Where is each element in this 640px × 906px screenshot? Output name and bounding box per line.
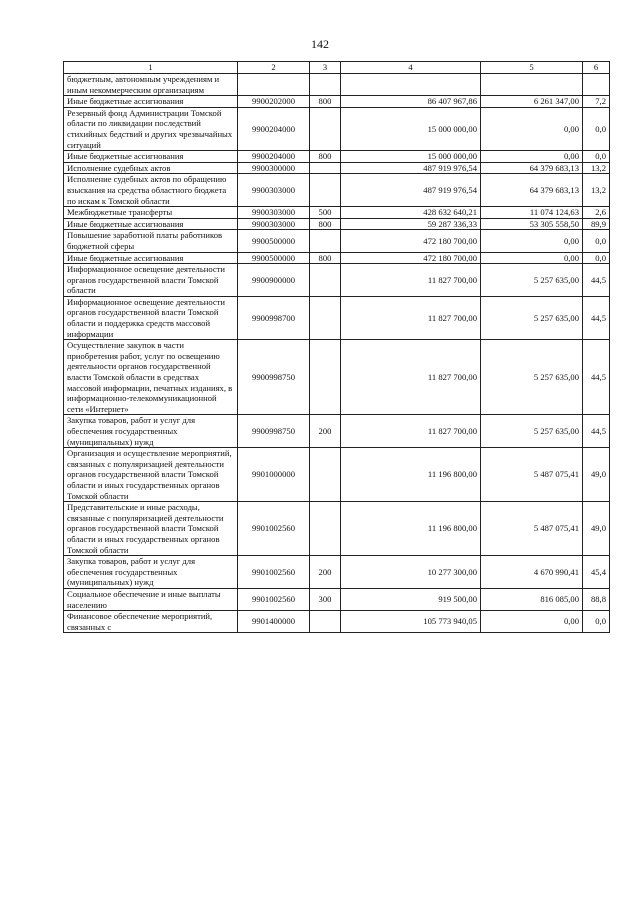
row-executed-amount: 5 257 635,00 bbox=[481, 340, 583, 415]
table-row bbox=[64, 611, 610, 633]
row-percent: 44,5 bbox=[583, 415, 610, 448]
row-plan-amount: 11 827 700,00 bbox=[341, 415, 481, 448]
row-executed-amount: 0,00 bbox=[481, 230, 583, 252]
row-percent: 88,8 bbox=[583, 588, 610, 610]
row-plan-amount: 86 407 967,86 bbox=[341, 96, 481, 108]
table-row bbox=[64, 415, 610, 448]
row-percent: 13,2 bbox=[583, 162, 610, 174]
column-header: 1 bbox=[64, 62, 238, 74]
row-expense-type bbox=[310, 174, 341, 207]
row-expense-type bbox=[310, 296, 341, 339]
row-name: Финансовое обеспечение мероприятий, связанных с bbox=[64, 611, 238, 633]
row-plan-amount: 15 000 000,00 bbox=[341, 151, 481, 163]
table-row bbox=[64, 556, 610, 589]
row-name: Социальное обеспечение и иные выплаты населению bbox=[64, 588, 238, 610]
column-header: 5 bbox=[481, 62, 583, 74]
row-executed-amount: 816 085,00 bbox=[481, 588, 583, 610]
row-percent bbox=[583, 74, 610, 96]
row-executed-amount: 5 257 635,00 bbox=[481, 296, 583, 339]
row-executed-amount: 5 487 075,41 bbox=[481, 502, 583, 556]
row-plan-amount: 472 180 700,00 bbox=[341, 252, 481, 264]
row-name: Повышение заработной платы работников бюджетной сферы bbox=[64, 230, 238, 252]
row-plan-amount: 919 500,00 bbox=[341, 588, 481, 610]
row-name: Осуществление закупок в части приобретения работ, услуг по освещению деятельности органов государственной власти Томской области в средствах массовой информации, печатных изданиях, в информационно-телекоммуникационной сети «Интернет» bbox=[64, 340, 238, 415]
row-target-code: 9900204000 bbox=[238, 107, 310, 150]
row-executed-amount: 64 379 683,13 bbox=[481, 174, 583, 207]
row-name: Исполнение судебных актов bbox=[64, 162, 238, 174]
row-plan-amount: 11 827 700,00 bbox=[341, 264, 481, 297]
row-executed-amount: 5 257 635,00 bbox=[481, 415, 583, 448]
row-target-code: 9900900000 bbox=[238, 264, 310, 297]
row-plan-amount: 11 827 700,00 bbox=[341, 340, 481, 415]
table-row bbox=[64, 296, 610, 339]
table-row bbox=[64, 151, 610, 163]
row-plan-amount: 15 000 000,00 bbox=[341, 107, 481, 150]
row-percent: 89,9 bbox=[583, 218, 610, 230]
row-target-code: 9900998700 bbox=[238, 296, 310, 339]
row-expense-type: 800 bbox=[310, 96, 341, 108]
row-percent: 45,4 bbox=[583, 556, 610, 589]
row-target-code: 9900998750 bbox=[238, 340, 310, 415]
table-row bbox=[64, 207, 610, 219]
row-name: Информационное освещение деятельности органов государственной власти Томской области bbox=[64, 264, 238, 297]
row-target-code: 9900300000 bbox=[238, 162, 310, 174]
row-target-code: 9900303000 bbox=[238, 207, 310, 219]
row-plan-amount bbox=[341, 74, 481, 96]
row-expense-type bbox=[310, 448, 341, 502]
row-expense-type bbox=[310, 611, 341, 633]
row-percent: 2,6 bbox=[583, 207, 610, 219]
row-target-code: 9900303000 bbox=[238, 174, 310, 207]
row-name: Иные бюджетные ассигнования bbox=[64, 218, 238, 230]
column-header: 6 bbox=[583, 62, 610, 74]
table-row bbox=[64, 162, 610, 174]
row-target-code: 9900998750 bbox=[238, 415, 310, 448]
row-expense-type: 300 bbox=[310, 588, 341, 610]
row-name: Иные бюджетные ассигнования bbox=[64, 252, 238, 264]
row-target-code bbox=[238, 74, 310, 96]
row-name: бюджетным, автономным учреждениям и иным некоммерческим организациям bbox=[64, 74, 238, 96]
row-expense-type bbox=[310, 107, 341, 150]
row-target-code: 9900204000 bbox=[238, 151, 310, 163]
table-header-row bbox=[64, 62, 610, 74]
row-plan-amount: 428 632 640,21 bbox=[341, 207, 481, 219]
row-name: Резервный фонд Администрации Томской области по ликвидации последствий стихийных бедствий и других чрезвычайных ситуаций bbox=[64, 107, 238, 150]
row-plan-amount: 11 196 800,00 bbox=[341, 502, 481, 556]
row-target-code: 9900303000 bbox=[238, 218, 310, 230]
table-row bbox=[64, 96, 610, 108]
row-plan-amount: 11 196 800,00 bbox=[341, 448, 481, 502]
row-plan-amount: 11 827 700,00 bbox=[341, 296, 481, 339]
row-target-code: 9900500000 bbox=[238, 230, 310, 252]
table-row bbox=[64, 74, 610, 96]
row-name: Закупка товаров, работ и услуг для обеспечения государственных (муниципальных) нужд bbox=[64, 556, 238, 589]
row-target-code: 9901400000 bbox=[238, 611, 310, 633]
row-executed-amount: 5 487 075,41 bbox=[481, 448, 583, 502]
row-percent: 44,5 bbox=[583, 296, 610, 339]
row-target-code: 9900202000 bbox=[238, 96, 310, 108]
row-executed-amount: 0,00 bbox=[481, 151, 583, 163]
row-name: Закупка товаров, работ и услуг для обеспечения государственных (муниципальных) нужд bbox=[64, 415, 238, 448]
row-expense-type: 200 bbox=[310, 556, 341, 589]
table-row bbox=[64, 252, 610, 264]
table-row bbox=[64, 230, 610, 252]
row-plan-amount: 105 773 940,05 bbox=[341, 611, 481, 633]
row-expense-type: 800 bbox=[310, 151, 341, 163]
row-name: Исполнение судебных актов по обращению взыскания на средства областного бюджета по искам к Томской области bbox=[64, 174, 238, 207]
row-expense-type: 800 bbox=[310, 252, 341, 264]
row-name: Организация и осуществление мероприятий, связанных с популяризацией деятельности органов государственной власти Томской области и иных государственных органов Томской области bbox=[64, 448, 238, 502]
row-executed-amount: 0,00 bbox=[481, 107, 583, 150]
page-number: 142 bbox=[311, 37, 329, 51]
row-percent: 0,0 bbox=[583, 230, 610, 252]
row-plan-amount: 487 919 976,54 bbox=[341, 174, 481, 207]
row-percent: 49,0 bbox=[583, 448, 610, 502]
row-percent: 0,0 bbox=[583, 611, 610, 633]
row-expense-type bbox=[310, 74, 341, 96]
table-row bbox=[64, 107, 610, 150]
table-row bbox=[64, 502, 610, 556]
row-percent: 0,0 bbox=[583, 252, 610, 264]
budget-table bbox=[63, 61, 610, 633]
row-plan-amount: 472 180 700,00 bbox=[341, 230, 481, 252]
row-plan-amount: 10 277 300,00 bbox=[341, 556, 481, 589]
row-percent: 7,2 bbox=[583, 96, 610, 108]
row-expense-type bbox=[310, 230, 341, 252]
table-row bbox=[64, 448, 610, 502]
table-row bbox=[64, 174, 610, 207]
row-executed-amount: 11 074 124,63 bbox=[481, 207, 583, 219]
row-expense-type: 200 bbox=[310, 415, 341, 448]
row-target-code: 9901002560 bbox=[238, 556, 310, 589]
column-header: 4 bbox=[341, 62, 481, 74]
row-target-code: 9901002560 bbox=[238, 588, 310, 610]
row-expense-type: 500 bbox=[310, 207, 341, 219]
row-executed-amount: 0,00 bbox=[481, 611, 583, 633]
row-percent: 13,2 bbox=[583, 174, 610, 207]
row-name: Представительские и иные расходы, связанные с популяризацией деятельности органов государственной власти Томской области и иных государственных органов Томской области bbox=[64, 502, 238, 556]
row-target-code: 9901000000 bbox=[238, 448, 310, 502]
row-name: Иные бюджетные ассигнования bbox=[64, 151, 238, 163]
row-expense-type bbox=[310, 162, 341, 174]
row-plan-amount: 59 287 336,33 bbox=[341, 218, 481, 230]
row-percent: 0,0 bbox=[583, 151, 610, 163]
row-expense-type bbox=[310, 264, 341, 297]
row-percent: 44,5 bbox=[583, 264, 610, 297]
row-plan-amount: 487 919 976,54 bbox=[341, 162, 481, 174]
row-executed-amount: 0,00 bbox=[481, 252, 583, 264]
row-executed-amount: 4 670 990,41 bbox=[481, 556, 583, 589]
row-expense-type bbox=[310, 340, 341, 415]
row-expense-type bbox=[310, 502, 341, 556]
row-percent: 0,0 bbox=[583, 107, 610, 150]
column-header: 2 bbox=[238, 62, 310, 74]
row-executed-amount: 6 261 347,00 bbox=[481, 96, 583, 108]
row-expense-type: 800 bbox=[310, 218, 341, 230]
table-row bbox=[64, 588, 610, 610]
row-name: Иные бюджетные ассигнования bbox=[64, 96, 238, 108]
column-header: 3 bbox=[310, 62, 341, 74]
row-name: Межбюджетные трансферты bbox=[64, 207, 238, 219]
row-percent: 44,5 bbox=[583, 340, 610, 415]
table-row bbox=[64, 340, 610, 415]
row-percent: 49,0 bbox=[583, 502, 610, 556]
row-executed-amount bbox=[481, 74, 583, 96]
row-executed-amount: 64 379 683,13 bbox=[481, 162, 583, 174]
row-name: Информационное освещение деятельности органов государственной власти Томской области и поддержка средств массовой информации bbox=[64, 296, 238, 339]
table-row bbox=[64, 218, 610, 230]
table-row bbox=[64, 264, 610, 297]
row-executed-amount: 5 257 635,00 bbox=[481, 264, 583, 297]
row-target-code: 9901002560 bbox=[238, 502, 310, 556]
row-target-code: 9900500000 bbox=[238, 252, 310, 264]
row-executed-amount: 53 305 558,50 bbox=[481, 218, 583, 230]
